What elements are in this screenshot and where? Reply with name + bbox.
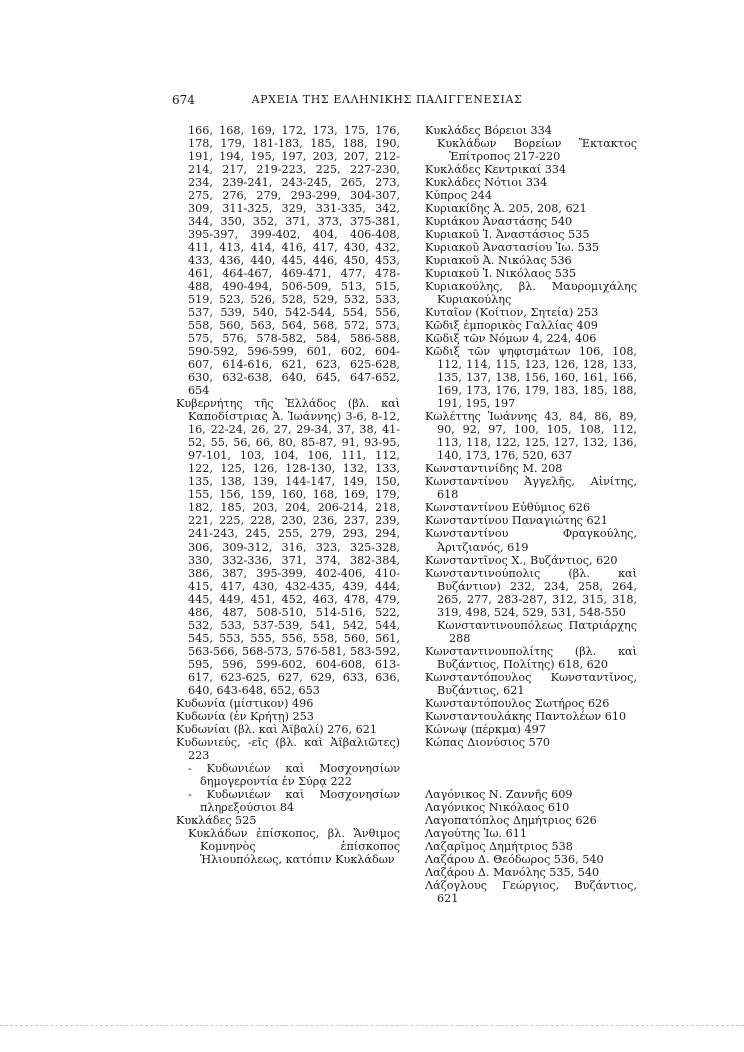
index-entry: Λαζάρου Δ. Μανόλης 535, 540 xyxy=(425,865,600,879)
index-entry: Κῶδιξ τῶν ψηφισμάτων 106, 108, 112, 114, 115, 123, 126, 128, 133, 135, 137, 138, 156, 160, 161, 166, 169, 173, 176, 179, 183, 185, 188, 191, 195, 197 xyxy=(425,345,637,411)
index-entry: Κυδωνία (μίστικον) 496 xyxy=(176,696,314,710)
index-entry: Κυβερνήτης τῆς Ἑλλάδος (βλ. καὶ Καποδίστριας Ἀ. Ἰωάννης) 3-6, 8-12, 16, 22-24, 26, 27, 29-34, 37, 38, 41-52, 55, 56, 66, 80, 85-87, 91, 93-95, 97-101, 103, 104, 106, 111, 112, 122, 125, 126, 128-130, 132, 133, 135, 138, 139, 144-147, 149, 150, 155, 156, 159, 160, 168, 169, 179, 182, 185, 203, 204, 206-214, 218, 221, 225, 228, 230, 236, 237, 239, 241-243, 245, 255, 279, 293, 294, 306, 309-312, 316, 323, 325-328, 330, 332-336, 371, 374, 382-384, 386, 387, 395-399, 402-406, 410-415, 417, 430, 432-435, 439, 444, 445, 449, 451, 452, 463, 478, 479, 486, 487, 508-510, 514-516, 522, 532, 533, 537-539, 541, 542, 544, 545, 553, 555, 556, 558, 560, 561, 563-566, 568-573, 576-581, 583-592, 595, 596, 599-602, 604-608, 613-617, 623-625, 627, 629, 633, 636, 640, 643-648, 652, 653 xyxy=(176,397,400,697)
index-entry: Λάζογλους Γεώργιος, Βυζάντιος, 621 xyxy=(425,878,637,905)
index-entry: Λαγόνικος Ν. Ζαννῆς 609 xyxy=(425,787,573,801)
index-entry: Κυριακοῦ Ἰ. Νικόλαος 535 xyxy=(425,267,577,281)
index-entry: Λαγούτης Ἰω. 611 xyxy=(425,826,527,840)
index-entry: Κώπας Διονύσιος 570 xyxy=(425,735,550,749)
index-entry: Κῶδιξ τῶν Νόμων 4, 224, 406 xyxy=(425,332,597,346)
index-entry: Κωνσταντῖνος Χ., Βυζάντιος, 620 xyxy=(425,553,618,567)
index-entry: Λαγόνικος Νικόλαος 610 xyxy=(425,800,570,814)
index-entry: Κυδωνία (ἐν Κρήτῃ) 253 xyxy=(176,709,314,723)
page-header xyxy=(172,93,602,113)
index-entry: Κωνσταντίνου Φραγκούλης, Ἀριτζιανός, 619 xyxy=(425,527,637,554)
index-column-left xyxy=(176,124,400,866)
index-entry: Κυριακοῦ Ἀ. Νικόλας 536 xyxy=(425,254,572,268)
index-entry: Κυριάκου Ἀναστάσης 540 xyxy=(425,215,573,229)
index-entry: Κυκλάδες Νότιοι 334 xyxy=(425,176,548,190)
running-title: ΑΡΧΕΙΑ ΤΗΣ ΕΛΛΗΝΙΚΗΣ ΠΑΛΙΓΓΕΝΕΣΙΑΣ xyxy=(251,93,523,106)
index-entry: Κυριακούλης, βλ. Μαυρομιχάλης Κυριακούλης xyxy=(425,280,637,307)
index-entry: Κωνσταντίνου Ἀγγελῆς, Αἰνίτης, 618 xyxy=(425,475,637,502)
index-entry: Λαζάρου Δ. Θεόδωρος 536, 540 xyxy=(425,852,604,866)
index-entry: Κωνσταντινίδης Μ. 208 xyxy=(425,462,563,476)
index-entry: Κωνσταντόπουλος Σωτήρος 626 xyxy=(425,696,610,710)
index-entry: Κωνσταντουλάκης Παντολέων 610 xyxy=(425,709,627,723)
scan-edge-line xyxy=(0,1025,744,1027)
index-entry: - Κυδωνιέων καὶ Μοσχονησίων δημογεροντία ἐν Σύρᾳ 222 xyxy=(188,761,400,788)
index-entry: Λαγοπατόπλος Δημήτριος 626 xyxy=(425,813,597,827)
index-entry: - Κυδωνιέων καὶ Μοσχονησίων πληρεξούσιοι 84 xyxy=(188,787,400,814)
index-entry: Κῶδιξ ἐμπορικὸς Γαλλίας 409 xyxy=(425,319,598,333)
index-entry: Κωλέττης Ἰωάννης 43, 84, 86, 89, 90, 92, 97, 100, 105, 108, 112, 113, 118, 122, 125, 127, 132, 136, 140, 173, 176, 520, 637 xyxy=(425,410,637,463)
index-entry: Κωνσταντόπουλος Κωνσταντῖνος, Βυζάντιος, 621 xyxy=(425,670,637,697)
index-entry: Κωνσταντινουπολίτης (βλ. καὶ Βυζάντιος, Πολίτης) 618, 620 xyxy=(425,644,637,671)
index-section-kappa xyxy=(425,124,637,749)
index-entry: Κυκλάδες Βόρειοι 334 xyxy=(425,124,552,137)
index-entry: 166, 168, 169, 172, 173, 175, 176, 178, 179, 181-183, 185, 188, 190, 191, 194, 195, 197, 203, 207, 212-214, 217, 219-223, 225, 227-230, 234, 239-241, 243-245, 265, 273, 275, 276, 279, 293-299, 304-307, 309, 311-325, 329, 331-335, 342, 344, 350, 352, 371, 373, 375-381, 395-397, 399-402, 404, 406-408, 411, 413, 414, 416, 417, 430, 432, 433, 436, 440, 445, 446, 450, 453, 461, 464-467, 469-471, 477, 478-488, 490-494, 506-509, 513, 515, 519, 523, 526, 528, 529, 532, 533, 537, 539, 540, 542-544, 554, 556, 558, 560, 563, 564, 568, 572, 573, 575, 576, 578-582, 584, 586-588, 590-592, 596-599, 601, 602, 604-607, 614-616, 621, 623, 625-628, 630, 632-638, 640, 645, 647-652, 654 xyxy=(188,124,400,398)
index-entry: Κωνσταντινουπόλεως Πατριάρχης 288 xyxy=(437,618,637,645)
index-entry: Κυκλάδες 525 xyxy=(176,813,257,827)
index-entry: Κώνωψ (πέρκμα) 497 xyxy=(425,722,546,736)
index-entry: Κωνσταντίνου Παναγιώτης 621 xyxy=(425,514,608,528)
index-entry: Κυκλάδες Κεντρικαί 334 xyxy=(425,163,567,177)
index-entry: Κυταῖον (Κοίτιον, Σητεία) 253 xyxy=(425,306,599,320)
index-section-lambda xyxy=(425,788,637,905)
index-entry: Κυδωνιεύς, -εῖς (βλ. καὶ Ἀϊβαλιῶτες) 223 xyxy=(176,735,400,762)
index-entry: Κύπρος 244 xyxy=(425,189,492,203)
page-number: 674 xyxy=(172,93,195,107)
index-entry: Κυριακίδης Ἀ. 205, 208, 621 xyxy=(425,202,587,216)
index-entry: Κωνσταντίνου Εὐθύμιος 626 xyxy=(425,501,591,515)
index-entry: Λαζαρῖμος Δημήτριος 538 xyxy=(425,839,573,853)
index-entry: Κυκλάδων Βορείων Ἔκτακτος Ἐπίτροπος 217-220 xyxy=(437,137,637,164)
index-column-right xyxy=(425,124,637,905)
index-entry: Κυκλάδων ἐπίσκοπος, βλ. Ἄνθιμος Κομνηνὸς ἐπίσκοπος Ἡλιουπόλεως, κατόπιν Κυκλάδων xyxy=(188,826,400,866)
index-entry: Κωνσταντινούπολις (βλ. καὶ Βυζάντιον) 232, 234, 258, 264, 265, 277, 283-287, 312, 315, 318, 319, 498, 524, 529, 531, 548-550 xyxy=(425,566,637,619)
index-entry: Κυριακοῦ Ἰ. Ἀναστάσιος 535 xyxy=(425,228,590,242)
index-entry: Κυδωνίαι (βλ. καὶ Ἀϊβαλί) 276, 621 xyxy=(176,722,377,736)
section-gap xyxy=(425,749,637,788)
index-entry: Κυριακοῦ Ἀναστασίου Ἰω. 535 xyxy=(425,241,600,255)
